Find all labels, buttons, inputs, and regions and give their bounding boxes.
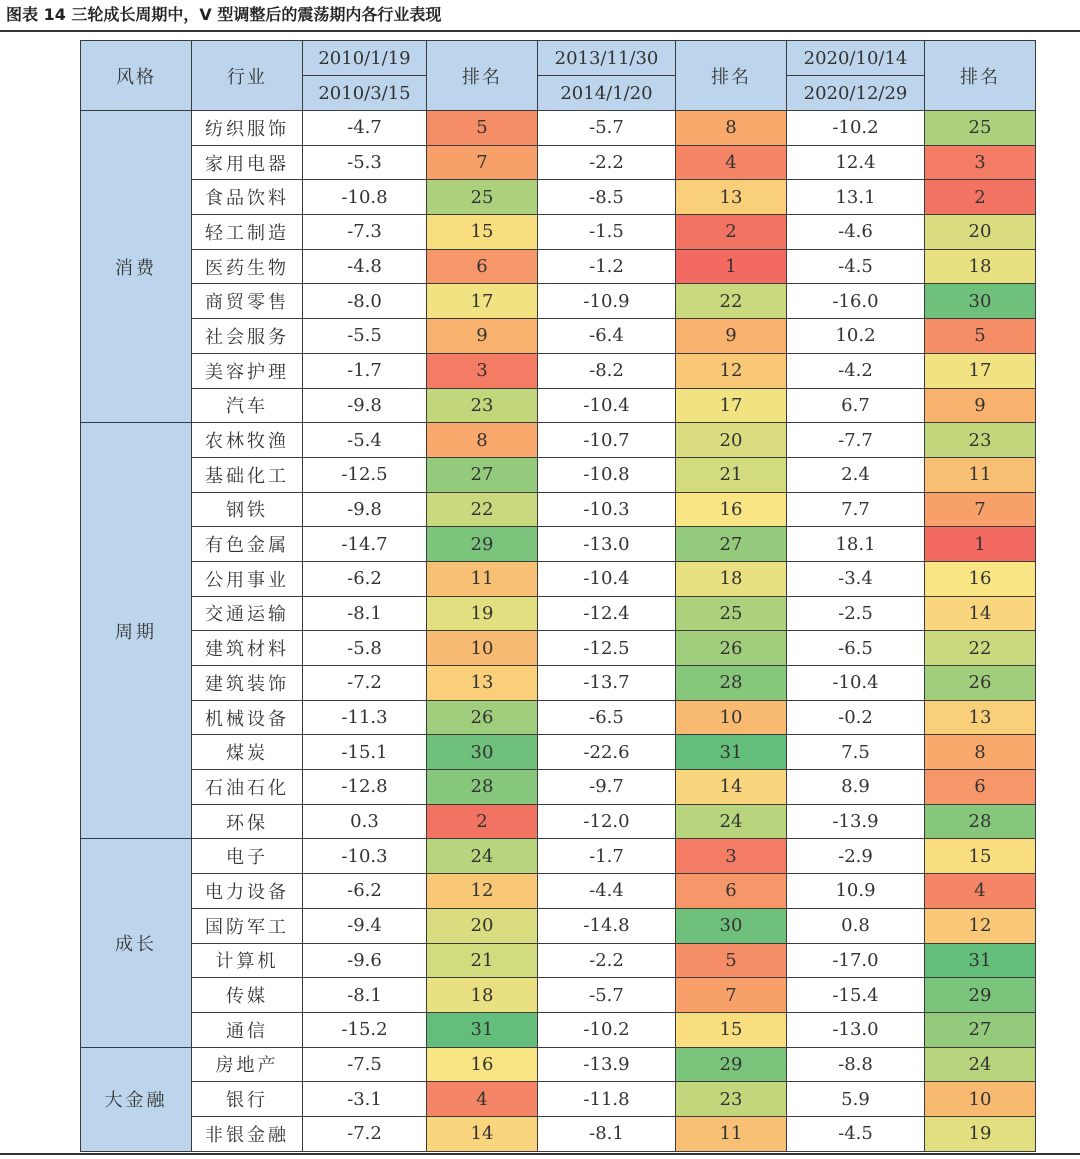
table-row	[81, 943, 1036, 978]
value-cell-period3: -0.2	[787, 700, 925, 735]
rank-cell-period2: 27	[676, 527, 787, 562]
industry-cell: 汽车	[192, 388, 303, 423]
rank-cell-period3: 22	[925, 631, 1036, 666]
table-row	[81, 596, 1036, 631]
value-cell-period3: -3.4	[787, 561, 925, 596]
rank-cell-period3: 13	[925, 700, 1036, 735]
rank-cell-period2: 1	[676, 249, 787, 284]
industry-cell: 商贸零售	[192, 284, 303, 319]
table-row	[81, 1082, 1036, 1117]
table-row	[81, 839, 1036, 874]
rank-cell-period3: 16	[925, 561, 1036, 596]
value-cell-period3: -4.5	[787, 249, 925, 284]
value-cell-period1: -15.2	[303, 1012, 427, 1047]
industry-cell: 纺织服饰	[192, 111, 303, 146]
top-rule	[0, 30, 1080, 32]
industry-cell: 电子	[192, 839, 303, 874]
rank-cell-period1: 6	[427, 249, 538, 284]
value-cell-period2: -8.2	[538, 353, 676, 388]
value-cell-period2: -1.7	[538, 839, 676, 874]
table-row	[81, 978, 1036, 1013]
value-cell-period3: -10.4	[787, 666, 925, 701]
value-cell-period1: -3.1	[303, 1082, 427, 1117]
rank-cell-period1: 21	[427, 943, 538, 978]
rank-cell-period1: 25	[427, 180, 538, 215]
rank-cell-period3: 1	[925, 527, 1036, 562]
rank-cell-period1: 7	[427, 145, 538, 180]
value-cell-period3: -15.4	[787, 978, 925, 1013]
industry-cell: 农林牧渔	[192, 423, 303, 458]
table-row	[81, 770, 1036, 805]
table-row	[81, 1012, 1036, 1047]
value-cell-period2: -4.4	[538, 874, 676, 909]
rank-cell-period1: 26	[427, 700, 538, 735]
rank-cell-period1: 23	[427, 388, 538, 423]
rank-cell-period3: 6	[925, 770, 1036, 805]
header-style: 风格	[81, 41, 192, 111]
header-period2-start: 2013/11/30	[538, 41, 676, 76]
table-row	[81, 561, 1036, 596]
industry-cell: 非银金融	[192, 1116, 303, 1151]
rank-cell-period2: 13	[676, 180, 787, 215]
rank-cell-period1: 19	[427, 596, 538, 631]
table-body	[81, 111, 1036, 1152]
value-cell-period2: -12.0	[538, 804, 676, 839]
value-cell-period3: -4.2	[787, 353, 925, 388]
rank-cell-period1: 30	[427, 735, 538, 770]
rank-cell-period3: 19	[925, 1116, 1036, 1151]
rank-cell-period1: 15	[427, 215, 538, 250]
value-cell-period1: -12.8	[303, 770, 427, 805]
rank-cell-period3: 24	[925, 1047, 1036, 1082]
industry-cell: 钢铁	[192, 492, 303, 527]
table-row	[81, 874, 1036, 909]
value-cell-period2: -6.4	[538, 319, 676, 354]
rank-cell-period3: 12	[925, 908, 1036, 943]
value-cell-period3: 7.7	[787, 492, 925, 527]
value-cell-period1: -10.8	[303, 180, 427, 215]
header-rank-1: 排名	[427, 41, 538, 111]
rank-cell-period2: 10	[676, 700, 787, 735]
rank-cell-period1: 13	[427, 666, 538, 701]
rank-cell-period1: 17	[427, 284, 538, 319]
rank-cell-period3: 8	[925, 735, 1036, 770]
table-row	[81, 804, 1036, 839]
rank-cell-period3: 31	[925, 943, 1036, 978]
rank-cell-period2: 7	[676, 978, 787, 1013]
industry-cell: 医药生物	[192, 249, 303, 284]
rank-cell-period1: 22	[427, 492, 538, 527]
value-cell-period3: 6.7	[787, 388, 925, 423]
industry-cell: 基础化工	[192, 457, 303, 492]
industry-cell: 公用事业	[192, 561, 303, 596]
rank-cell-period1: 12	[427, 874, 538, 909]
value-cell-period2: -10.4	[538, 561, 676, 596]
rank-cell-period2: 9	[676, 319, 787, 354]
value-cell-period2: -9.7	[538, 770, 676, 805]
table-row	[81, 284, 1036, 319]
value-cell-period1: 0.3	[303, 804, 427, 839]
rank-cell-period2: 18	[676, 561, 787, 596]
value-cell-period1: -4.8	[303, 249, 427, 284]
value-cell-period3: -7.7	[787, 423, 925, 458]
rank-cell-period2: 30	[676, 908, 787, 943]
value-cell-period3: 13.1	[787, 180, 925, 215]
value-cell-period1: -8.1	[303, 596, 427, 631]
value-cell-period3: 2.4	[787, 457, 925, 492]
rank-cell-period3: 25	[925, 111, 1036, 146]
header-period3-end: 2020/12/29	[787, 76, 925, 111]
value-cell-period1: -9.4	[303, 908, 427, 943]
rank-cell-period3: 2	[925, 180, 1036, 215]
rank-cell-period2: 14	[676, 770, 787, 805]
group-label: 周期	[81, 423, 192, 839]
rank-cell-period2: 26	[676, 631, 787, 666]
value-cell-period3: -16.0	[787, 284, 925, 319]
rank-cell-period2: 31	[676, 735, 787, 770]
value-cell-period2: -1.5	[538, 215, 676, 250]
header-period3-start: 2020/10/14	[787, 41, 925, 76]
value-cell-period1: -8.0	[303, 284, 427, 319]
value-cell-period2: -8.1	[538, 1116, 676, 1151]
value-cell-period3: -8.8	[787, 1047, 925, 1082]
rank-cell-period1: 14	[427, 1116, 538, 1151]
value-cell-period3: -4.6	[787, 215, 925, 250]
table-row	[81, 908, 1036, 943]
value-cell-period2: -10.8	[538, 457, 676, 492]
rank-cell-period3: 28	[925, 804, 1036, 839]
industry-cell: 建筑装饰	[192, 666, 303, 701]
rank-cell-period3: 14	[925, 596, 1036, 631]
value-cell-period1: -10.3	[303, 839, 427, 874]
value-cell-period3: 7.5	[787, 735, 925, 770]
value-cell-period1: -6.2	[303, 874, 427, 909]
industry-cell: 轻工制造	[192, 215, 303, 250]
table-row	[81, 319, 1036, 354]
value-cell-period2: -13.7	[538, 666, 676, 701]
value-cell-period1: -5.8	[303, 631, 427, 666]
value-cell-period1: -9.6	[303, 943, 427, 978]
industry-cell: 有色金属	[192, 527, 303, 562]
value-cell-period1: -9.8	[303, 492, 427, 527]
industry-performance-table	[80, 40, 1036, 1152]
rank-cell-period2: 22	[676, 284, 787, 319]
rank-cell-period1: 29	[427, 527, 538, 562]
value-cell-period1: -7.5	[303, 1047, 427, 1082]
rank-cell-period2: 11	[676, 1116, 787, 1151]
rank-cell-period1: 3	[427, 353, 538, 388]
industry-cell: 机械设备	[192, 700, 303, 735]
industry-cell: 通信	[192, 1012, 303, 1047]
value-cell-period3: 8.9	[787, 770, 925, 805]
value-cell-period1: -14.7	[303, 527, 427, 562]
table-row	[81, 735, 1036, 770]
industry-cell: 美容护理	[192, 353, 303, 388]
industry-cell: 传媒	[192, 978, 303, 1013]
value-cell-period3: -4.5	[787, 1116, 925, 1151]
rank-cell-period1: 16	[427, 1047, 538, 1082]
value-cell-period3: 0.8	[787, 908, 925, 943]
rank-cell-period2: 15	[676, 1012, 787, 1047]
value-cell-period1: -12.5	[303, 457, 427, 492]
rank-cell-period3: 4	[925, 874, 1036, 909]
value-cell-period1: -1.7	[303, 353, 427, 388]
industry-cell: 煤炭	[192, 735, 303, 770]
group-label: 大金融	[81, 1047, 192, 1151]
rank-cell-period1: 24	[427, 839, 538, 874]
header-period1-end: 2010/3/15	[303, 76, 427, 111]
rank-cell-period3: 20	[925, 215, 1036, 250]
rank-cell-period1: 11	[427, 561, 538, 596]
table-row	[81, 388, 1036, 423]
rank-cell-period2: 28	[676, 666, 787, 701]
rank-cell-period3: 10	[925, 1082, 1036, 1117]
industry-cell: 环保	[192, 804, 303, 839]
group-label: 成长	[81, 839, 192, 1047]
rank-cell-period1: 27	[427, 457, 538, 492]
industry-cell: 国防军工	[192, 908, 303, 943]
value-cell-period1: -5.5	[303, 319, 427, 354]
rank-cell-period3: 3	[925, 145, 1036, 180]
value-cell-period2: -13.9	[538, 1047, 676, 1082]
rank-cell-period1: 10	[427, 631, 538, 666]
rank-cell-period2: 2	[676, 215, 787, 250]
rank-cell-period2: 17	[676, 388, 787, 423]
table-row	[81, 249, 1036, 284]
rank-cell-period3: 29	[925, 978, 1036, 1013]
value-cell-period2: -5.7	[538, 111, 676, 146]
rank-cell-period1: 4	[427, 1082, 538, 1117]
rank-cell-period3: 11	[925, 457, 1036, 492]
rank-cell-period3: 15	[925, 839, 1036, 874]
industry-cell: 社会服务	[192, 319, 303, 354]
industry-cell: 建筑材料	[192, 631, 303, 666]
industry-cell: 交通运输	[192, 596, 303, 631]
value-cell-period1: -7.3	[303, 215, 427, 250]
rank-cell-period2: 8	[676, 111, 787, 146]
header-period1-start: 2010/1/19	[303, 41, 427, 76]
value-cell-period3: 10.9	[787, 874, 925, 909]
value-cell-period3: 10.2	[787, 319, 925, 354]
rank-cell-period2: 6	[676, 874, 787, 909]
rank-cell-period1: 28	[427, 770, 538, 805]
table-row	[81, 423, 1036, 458]
table-row	[81, 353, 1036, 388]
rank-cell-period3: 27	[925, 1012, 1036, 1047]
group-label: 消费	[81, 111, 192, 423]
rank-cell-period2: 3	[676, 839, 787, 874]
rank-cell-period2: 29	[676, 1047, 787, 1082]
header-period2-end: 2014/1/20	[538, 76, 676, 111]
industry-cell: 食品饮料	[192, 180, 303, 215]
table-row	[81, 111, 1036, 146]
value-cell-period1: -8.1	[303, 978, 427, 1013]
value-cell-period1: -15.1	[303, 735, 427, 770]
bottom-rule	[0, 1153, 1080, 1155]
industry-cell: 房地产	[192, 1047, 303, 1082]
value-cell-period2: -11.8	[538, 1082, 676, 1117]
value-cell-period1: -5.4	[303, 423, 427, 458]
header-rank-3: 排名	[925, 41, 1036, 111]
value-cell-period2: -2.2	[538, 145, 676, 180]
rank-cell-period2: 12	[676, 353, 787, 388]
value-cell-period1: -7.2	[303, 666, 427, 701]
rank-cell-period2: 5	[676, 943, 787, 978]
rank-cell-period1: 20	[427, 908, 538, 943]
rank-cell-period2: 4	[676, 145, 787, 180]
value-cell-period3: 5.9	[787, 1082, 925, 1117]
header-industry: 行业	[192, 41, 303, 111]
rank-cell-period3: 7	[925, 492, 1036, 527]
industry-cell: 电力设备	[192, 874, 303, 909]
table-row	[81, 457, 1036, 492]
value-cell-period2: -10.2	[538, 1012, 676, 1047]
rank-cell-period2: 25	[676, 596, 787, 631]
value-cell-period1: -9.8	[303, 388, 427, 423]
value-cell-period3: -17.0	[787, 943, 925, 978]
industry-cell: 银行	[192, 1082, 303, 1117]
rank-cell-period1: 18	[427, 978, 538, 1013]
value-cell-period3: -13.9	[787, 804, 925, 839]
table-row	[81, 1047, 1036, 1082]
rank-cell-period2: 16	[676, 492, 787, 527]
table-row	[81, 1116, 1036, 1151]
value-cell-period1: -6.2	[303, 561, 427, 596]
table-row	[81, 666, 1036, 701]
value-cell-period2: -10.4	[538, 388, 676, 423]
value-cell-period2: -10.9	[538, 284, 676, 319]
table-row	[81, 492, 1036, 527]
value-cell-period1: -5.3	[303, 145, 427, 180]
value-cell-period2: -14.8	[538, 908, 676, 943]
rank-cell-period3: 18	[925, 249, 1036, 284]
value-cell-period2: -1.2	[538, 249, 676, 284]
rank-cell-period3: 17	[925, 353, 1036, 388]
header-rank-2: 排名	[676, 41, 787, 111]
table-row	[81, 145, 1036, 180]
value-cell-period3: -2.5	[787, 596, 925, 631]
value-cell-period2: -13.0	[538, 527, 676, 562]
value-cell-period2: -10.7	[538, 423, 676, 458]
value-cell-period2: -6.5	[538, 700, 676, 735]
rank-cell-period1: 2	[427, 804, 538, 839]
rank-cell-period1: 9	[427, 319, 538, 354]
value-cell-period2: -12.4	[538, 596, 676, 631]
rank-cell-period2: 23	[676, 1082, 787, 1117]
value-cell-period2: -8.5	[538, 180, 676, 215]
industry-cell: 家用电器	[192, 145, 303, 180]
rank-cell-period1: 8	[427, 423, 538, 458]
value-cell-period3: -13.0	[787, 1012, 925, 1047]
value-cell-period2: -12.5	[538, 631, 676, 666]
table-row	[81, 700, 1036, 735]
value-cell-period3: 18.1	[787, 527, 925, 562]
value-cell-period2: -10.3	[538, 492, 676, 527]
value-cell-period2: -22.6	[538, 735, 676, 770]
rank-cell-period3: 30	[925, 284, 1036, 319]
industry-cell: 计算机	[192, 943, 303, 978]
table-row	[81, 180, 1036, 215]
value-cell-period1: -7.2	[303, 1116, 427, 1151]
value-cell-period3: -6.5	[787, 631, 925, 666]
rank-cell-period2: 21	[676, 457, 787, 492]
value-cell-period2: -2.2	[538, 943, 676, 978]
value-cell-period1: -4.7	[303, 111, 427, 146]
rank-cell-period2: 24	[676, 804, 787, 839]
value-cell-period3: -2.9	[787, 839, 925, 874]
rank-cell-period1: 5	[427, 111, 538, 146]
value-cell-period3: -10.2	[787, 111, 925, 146]
rank-cell-period1: 31	[427, 1012, 538, 1047]
value-cell-period1: -11.3	[303, 700, 427, 735]
rank-cell-period3: 9	[925, 388, 1036, 423]
table-row	[81, 215, 1036, 250]
value-cell-period3: 12.4	[787, 145, 925, 180]
rank-cell-period2: 20	[676, 423, 787, 458]
value-cell-period2: -5.7	[538, 978, 676, 1013]
rank-cell-period3: 5	[925, 319, 1036, 354]
figure-title: 图表 14 三轮成长周期中，V 型调整后的震荡期内各行业表现	[6, 5, 442, 24]
industry-cell: 石油石化	[192, 770, 303, 805]
table-row	[81, 631, 1036, 666]
rank-cell-period3: 26	[925, 666, 1036, 701]
table-row	[81, 527, 1036, 562]
rank-cell-period3: 23	[925, 423, 1036, 458]
